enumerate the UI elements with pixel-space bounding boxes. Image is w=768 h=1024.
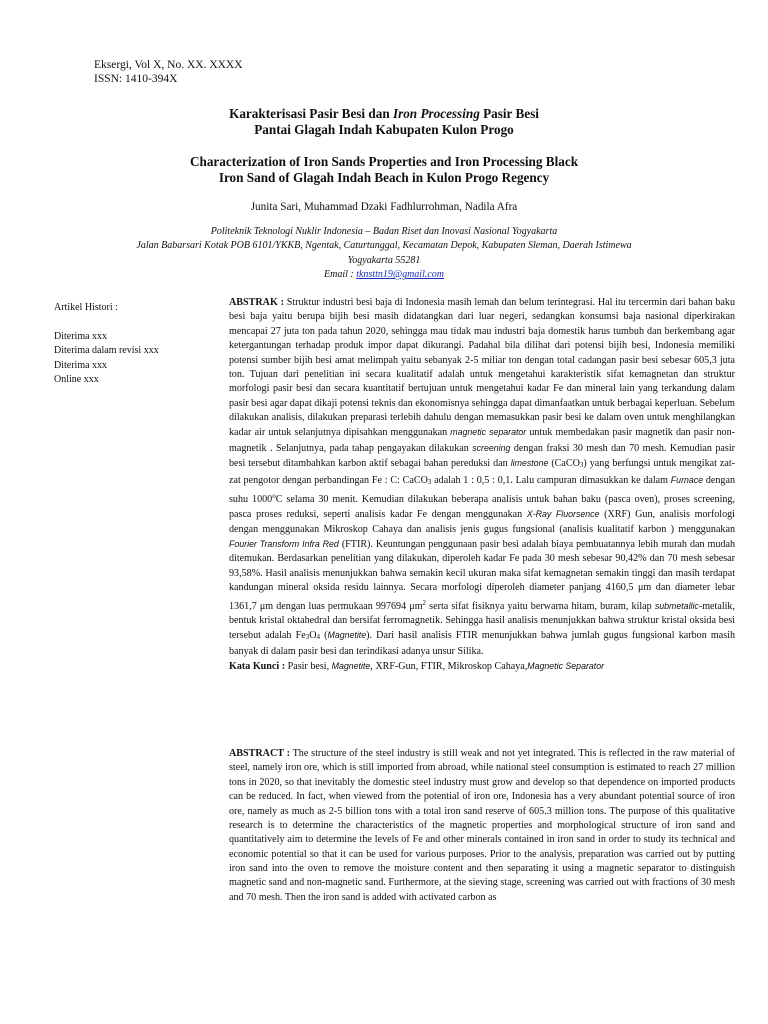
article-history [54, 301, 214, 388]
affiliation-city: Yogyakarta 55281 [347, 254, 421, 266]
email-link[interactable]: tknsttn19@gmail.com [356, 269, 445, 281]
history-online: Online xxx [54, 374, 99, 386]
title-id-line1-post: Pasir Besi [479, 106, 539, 121]
journal-header [94, 58, 243, 86]
abstract-section [229, 747, 735, 905]
history-received: Diterima xxx [54, 330, 108, 342]
title-id-line1-italic: Iron Processing [392, 106, 480, 121]
title-en-line1: Characterization of Iron Sands Properties and Iron Processing Black [189, 154, 579, 169]
title-id-line2: Pantai Glagah Indah Kabupaten Kulon Progo [254, 122, 514, 137]
email-label: Email : [323, 269, 357, 281]
title-id-line1-pre: Karakterisasi Pasir Besi dan [229, 106, 393, 121]
abstract-body: ABSTRACT : The structure of the steel industry is still weak and not yet integrated. This is reflected in the raw material of steel, namely iron ore, which is still imported from abroad, while national steel consumption is estimated to reach 27 million tons in 2020, so that inevitably the domestic steel industry must grow and develop so that dependence on imported products can be reduced. In fact, when viewed from the potential of iron ore, Indonesia has a very abundant potential source of iron ore, namely as much as 2-5 billion tons with a total iron sand reserve of 605.3 million tons. The purpose of this qualitative research is to determine the characteristics of the magnetic properties and morphological structure of iron sand and quantitatively aim to determine the levels of Fe and other minerals contained in iron sand in order to study its technical and economic potential so that it can be used for various purposes. Prior to the analysis, preparation was carried out by putting iron sand into the oven to remove the moisture content and then separating it using a magnetic separator to distinguish magnetic sand and non-magnetic sand. Furthermore, at the sieving stage, screening was carried out with fractions of 30 mesh and 70 mesh. Then the iron sand is added with activated carbon as [229, 748, 736, 903]
title-indonesian [0, 106, 768, 138]
authors: Junita Sari, Muhammad Dzaki Fadhlurrohman, Nadila Afra [250, 201, 518, 213]
history-revised: Diterima dalam revisi xxx [54, 345, 159, 357]
abstrak-label: ABSTRAK : [229, 297, 284, 308]
history-accepted: Diterima xxx [54, 359, 108, 371]
affiliation [0, 225, 768, 283]
keywords-label: Kata Kunci : [229, 661, 286, 672]
journal-volume: Eksergi, Vol X, No. XX. XXXX [94, 59, 243, 71]
title-english [0, 154, 768, 186]
abstrak-body: ABSTRAK : Struktur industri besi baja di Indonesia masih lemah dan belum terintegrasi. Hal itu tercermin dari bahan baku besi baja yaitu berupa bijih besi masih didatangkan dari luar negeri, sedangkan konsumsi baja nasional diperkirakan mencapai 27 juta ton pada tahun 2020, sehingga mau tidak mau industri baja domestik harus tumbuh dan berkembang agar ketergantungan terhadap produk impor dapat dikurangi. Padahal bila dilihat dari potensi bijih besi, Indonesia memiliki potensi sumber bijih besi amat melimpah yaitu sebanyak 2-5 miliar ton dengan total cadangan pasir besi sebesar 605,3 juta ton. Tujuan dari penelitian ini secara kualitatif adalah untuk mengetahui karakteristik sifat kemagnetan dan struktur morfologi pasir besi dan secara kuantitatif bertujuan untuk mengetahui kadar Fe dan mineral lain yang terkandung dalam pasir besi agar dapat dikaji potensi teknis dan ekonomisnya sehingga dapat dimanfaatkan untuk berbagai keperluan. Sebelum dilakukan analisis, dilakukan preparasi terlebih dahulu dengan memasukkan pasir besi ke dalam oven untuk menghilangkan kadar air untuk selanjutnya dipisahkan menggunakan magnetic separator untuk membedakan pasir magnetik dan pasir non-magnetik . Selanjutnya, pada tahap pengayakan dilakukan screening dengan fraksi 30 mesh dan 70 mesh. Kemudian pasir besi tersebut ditambahkan karbon aktif sebagai bahan pereduksi dan limestone (CaCO3) yang berfungsi untuk mengikat zat-zat pengotor dengan perbandingan Fe : C: CaCO3 adalah 1 : 0,5 : 0,1. Lalu campuran dimasukkan ke dalam Furnace dengan suhu 1000$^o$C selama 30 menit. Kemudian dilakukan beberapa analisis untuk bahan baku (pasca oven), proses screening, pasca proses reduksi, seperti analisis kadar Fe dengan menggunakan X-Ray Fluorsence (XRF) Gun, analisis morfologi dengan menggunakan Mikroskop Cahaya dan analisis jenis gugus fungsional (analisis kualitatif karbon ) menggunakan Fourier Transform Infra Red (FTIR). Keuntungan penggunaan pasir besi adalah biaya pembuatannya lebih murah dan mudah ditemukan. Berdasarkan penelitian yang dilakukan, diperoleh kadar Fe pada 30 mesh sebesar 90,42% dan 70 mesh sebesar 93,58%. Hasil analisis menunjukkan bahwa semakin kecil ukuran maka sifat kemagnetan semakin tinggi dan masih terdapat kandungan mineral oksida residu lainnya. Secara morfologi diperoleh diameter panjang 4160,5 μm dan diameter lebar 1361,7 μm dengan luas permukaan 997694 $\mu m^2$ serta sifat fisiknya yaitu berwarna hitam, buram, kilap submetallic-metalik, bentuk kristal oktahedral dan bersifat ferromagnetik. Sehingga hasil analisis menunjukkan bahwa struktur kristal oksida besi tersebut adalah Fe3O4 (Magnetite). Dari hasil analisis FTIR menunjukkan bahwa jumlah gugus fungsional karbon masih banyak di dalam pasir besi dan terindikasi adanya unsur Silika. [229, 297, 736, 657]
abstract-label: ABSTRACT : [229, 748, 290, 759]
title-en-line2: Iron Sand of Glagah Indah Beach in Kulon Progo Regency [218, 170, 550, 185]
affiliation-institution: Politeknik Teknologi Nuklir Indonesia – Badan Riset dan Inovasi Nasional Yogyakarta [210, 226, 558, 237]
affiliation-address: Jalan Babarsari Kotak POB 6101/YKKB, Ngentak, Caturtunggal, Kecamatan Depok, Kabupaten Sleman, Daerah Istimewa [136, 240, 632, 252]
history-heading: Artikel Histori : [54, 302, 118, 313]
abstrak-section [229, 296, 735, 674]
keywords: Kata Kunci : Pasir besi, Magnetite, XRF-Gun, FTIR, Mikroskop Cahaya,Magnetic Separator [229, 661, 605, 672]
journal-issn: ISSN: 1410-394X [94, 73, 178, 85]
